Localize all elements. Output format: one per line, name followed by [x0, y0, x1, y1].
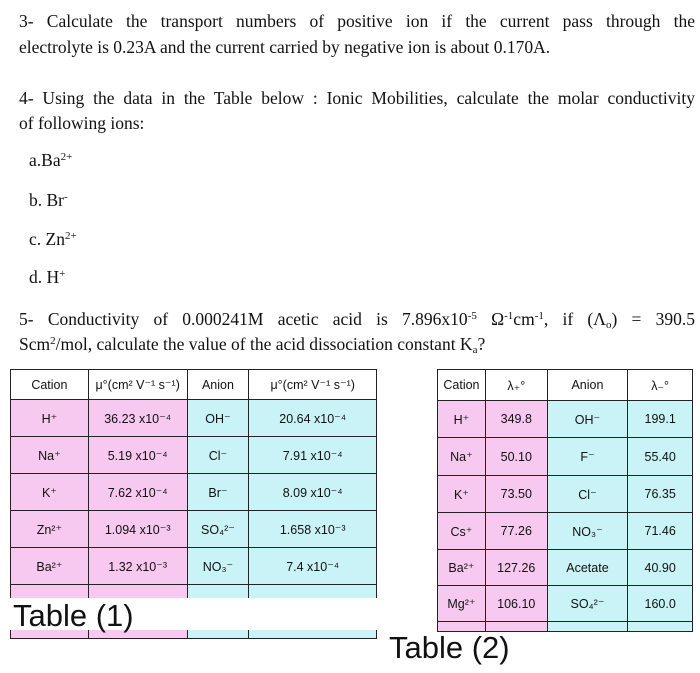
table-row: [11, 548, 377, 585]
question-4-line-1: 4- Using the data in the Table below : Ionic Mobilities, calculate the molar conductivity: [19, 88, 695, 108]
question-5-line-2: Scm$^2$/mol, calculate the value of the acid dissociation constant $K_a$?: [19, 334, 486, 356]
anion-mobility-cell: 20.64 x10⁻⁴: [249, 400, 377, 437]
table-2-header-row: [438, 370, 693, 401]
anion-conductivity-cell: 199.1: [628, 401, 693, 438]
ionic-conductivity-table-2: [437, 369, 693, 632]
cation-conductivity-cell: 127.26: [485, 550, 547, 586]
cation-cell: Mg²⁺: [438, 586, 486, 622]
cation-cell: Ba²⁺: [438, 550, 486, 586]
cation-conductivity-cell: 73.50: [485, 476, 547, 513]
anion-conductivity-cell: 55.40: [628, 438, 693, 476]
table-row: [11, 400, 377, 437]
cation-conductivity-cell: 77.26: [485, 513, 547, 550]
question-5-line-1: 5- Conductivity of 0.000241M acetic acid is $7.896x10^{-5}$ $\Omega^{-1}cm^{-1}$, if $(\Lambda_o) = 390.5$: [19, 309, 695, 331]
question-4-line-2: of following ions:: [19, 113, 145, 133]
cation-cell: Cs⁺: [438, 513, 486, 550]
table-row: [438, 513, 693, 550]
anion-cell: Br⁻: [187, 474, 249, 511]
anion-mobility-cell: 7.91 x10⁻⁴: [249, 437, 377, 474]
table-1-header-anion: Anion: [187, 370, 249, 400]
anion-cell: OH⁻: [187, 400, 249, 437]
table-row: [11, 474, 377, 511]
cation-cell: Na⁺: [11, 437, 89, 474]
empty-cell: [628, 622, 693, 632]
table-1-label: Table (1): [13, 598, 134, 633]
cation-mobility-cell: 7.62 x10⁻⁴: [88, 474, 187, 511]
cation-cell: Na⁺: [438, 438, 486, 476]
anion-cell: SO₄²⁻: [547, 586, 628, 622]
cation-mobility-cell: 5.19 x10⁻⁴: [88, 437, 187, 474]
anion-cell: Cl⁻: [547, 476, 628, 513]
anion-mobility-cell: 1.658 x10⁻³: [249, 511, 377, 548]
anion-conductivity-cell: 160.0: [628, 586, 693, 622]
ion-item-d: d. H+: [29, 267, 66, 287]
ion-item-c: c. $Zn^{2+}$: [29, 229, 77, 249]
anion-cell: NO₃⁻: [187, 548, 249, 585]
cation-cell: Ba²⁺: [11, 548, 89, 585]
table-row: [11, 437, 377, 474]
table-2-header-anion-conductivity: λ₋°: [628, 370, 693, 401]
cation-conductivity-cell: 50.10: [485, 438, 547, 476]
question-3-line-2: electrolyte is 0.23A and the current carried by negative ion is about 0.170A.: [19, 37, 551, 57]
table-row: [11, 511, 377, 548]
anion-mobility-cell: 8.09 x10⁻⁴: [249, 474, 377, 511]
ion-item-a: $a.Ba^{2+}$: [29, 150, 73, 170]
anion-conductivity-cell: 40.90: [628, 550, 693, 586]
table-row: [438, 586, 693, 622]
table-2-header-cation: Cation: [438, 370, 486, 401]
question-3-line-1: 3- Calculate the transport numbers of positive ion if the current pass through the: [19, 11, 695, 31]
cation-cell: H⁺: [438, 401, 486, 438]
cation-cell: Zn²⁺: [11, 511, 89, 548]
table-1-header-row: [11, 370, 377, 400]
table-2-header-cation-conductivity: λ₊°: [485, 370, 547, 401]
anion-cell: Acetate: [547, 550, 628, 586]
anion-mobility-cell: 7.4 x10⁻⁴: [249, 548, 377, 585]
anion-cell: F⁻: [547, 438, 628, 476]
cation-cell: K⁺: [438, 476, 486, 513]
cation-conductivity-cell: 349.8: [485, 401, 547, 438]
table-row: [438, 438, 693, 476]
table-1-header-anion-mobility: μ°(cm² V⁻¹ s⁻¹): [249, 370, 377, 400]
table-row: [438, 550, 693, 586]
table-row: [438, 401, 693, 438]
ion-item-b: b. Br-: [29, 190, 68, 210]
cation-mobility-cell: 1.32 x10⁻³: [88, 548, 187, 585]
table-2-label: Table (2): [389, 630, 510, 665]
anion-cell: SO₄²⁻: [187, 511, 249, 548]
table-1-header-cation: Cation: [11, 370, 89, 400]
cation-conductivity-cell: 106.10: [485, 586, 547, 622]
anion-cell: NO₃⁻: [547, 513, 628, 550]
anion-conductivity-cell: 76.35: [628, 476, 693, 513]
anion-cell: Cl⁻: [187, 437, 249, 474]
cation-mobility-cell: 36.23 x10⁻⁴: [88, 400, 187, 437]
anion-conductivity-cell: 71.46: [628, 513, 693, 550]
cation-cell: H⁺: [11, 400, 89, 437]
cation-cell: K⁺: [11, 474, 89, 511]
table-2-header-anion: Anion: [547, 370, 628, 401]
empty-cell: [547, 622, 628, 632]
table-1-header-cation-mobility: μ°(cm² V⁻¹ s⁻¹): [88, 370, 187, 400]
anion-cell: OH⁻: [547, 401, 628, 438]
table-row: [438, 476, 693, 513]
cation-mobility-cell: 1.094 x10⁻³: [88, 511, 187, 548]
